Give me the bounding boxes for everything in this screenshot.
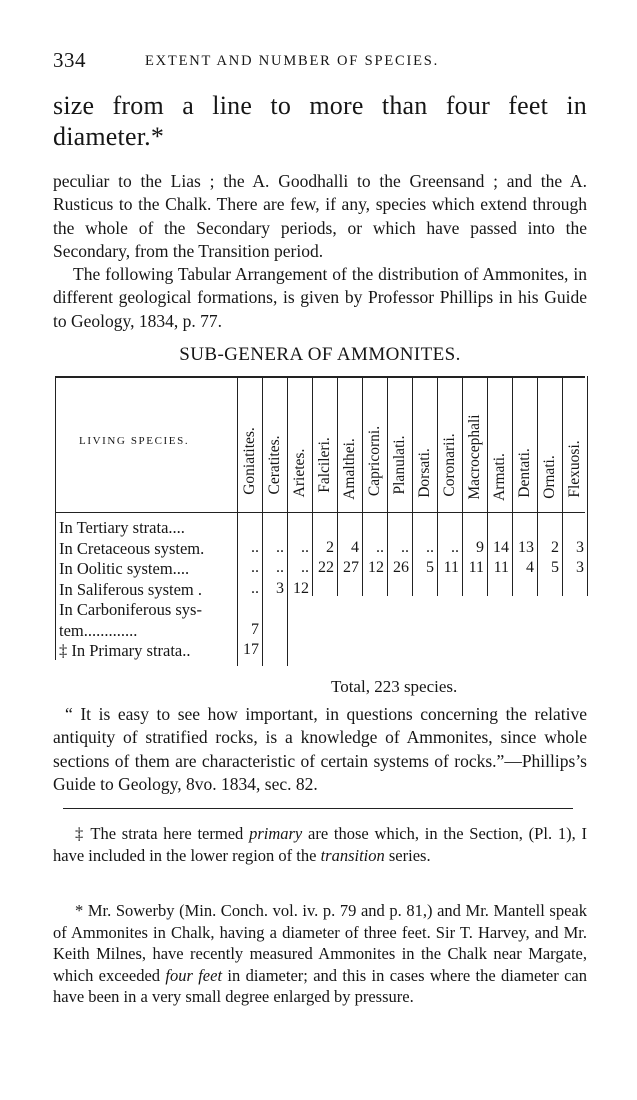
table-cell: 3: [576, 538, 584, 556]
column-header: Falcileri.: [315, 437, 333, 493]
column-header: Armati.: [490, 452, 508, 501]
column-header: Dentati.: [515, 448, 533, 498]
row-label: In Tertiary strata....: [59, 518, 185, 537]
table-cell: ..: [376, 538, 384, 556]
row-label: In Cretaceous system.: [59, 538, 205, 558]
table-cell: 5: [426, 559, 434, 576]
table-cell: ..: [276, 538, 284, 556]
row-label: tem.............: [59, 620, 138, 640]
column-header: Goniatites.: [240, 427, 258, 495]
table-cell: ..: [426, 538, 434, 556]
table-top-rule: [55, 376, 585, 378]
paragraph-1: peculiar to the Lias ; the A. Goodhalli to the Greensand ; and the A. Rusticus to the Chalk. There are few, if any, species which extend through the whole of the Secondary periods, or which have passed into the Secondary, from the Transition period.: [53, 171, 587, 262]
table-cell: 4: [351, 538, 359, 556]
column-header: Amalthei.: [340, 438, 358, 500]
table-title: SUB-GENERA OF AMMONITES.: [179, 344, 461, 365]
column-header: Flexuosi.: [565, 440, 583, 498]
table-cell: 11: [493, 559, 509, 576]
table-cell: 22: [318, 559, 334, 576]
page-number: 334: [53, 48, 86, 72]
running-head: [53, 48, 587, 74]
table-left-border: [55, 376, 56, 660]
table-cell: 5: [551, 559, 559, 576]
column-header: Ceratites.: [265, 435, 283, 495]
table-cell: ..: [451, 538, 459, 556]
table-cell: 3: [576, 559, 584, 576]
footnote-rule: [63, 808, 573, 809]
column-header: Capricorni.: [365, 426, 383, 497]
table-cell: ..: [251, 579, 259, 597]
table-column-separator: [262, 376, 263, 666]
table-cell: 7: [251, 620, 259, 638]
corner-label: LIVING SPECIES.: [79, 435, 190, 447]
row-label: In Saliferous system .: [59, 579, 202, 599]
table-cell: ..: [301, 559, 309, 576]
table-cell: 2: [551, 538, 559, 556]
table-cell: 9: [476, 538, 484, 556]
row-label: In Oolitic system....: [59, 559, 190, 578]
lead-text: size from a line to more than four feet in diameter.*: [53, 91, 587, 151]
table-cell: 11: [443, 559, 459, 576]
running-title: EXTENT AND NUMBER OF SPECIES.: [145, 53, 440, 69]
table-cell: 27: [343, 559, 359, 576]
table-cell: 12: [293, 579, 309, 597]
quotation: “ It is easy to see how important, in questions concerning the relative antiquity of stratified rocks, is a knowledge of Ammonites, since whole sections of them are characteristic of certain systems of rocks.”—Phillips’s Guide to Geology, 8vo. 1834, sec. 82.: [53, 704, 587, 795]
table-cell: 14: [493, 538, 509, 556]
row-label: ‡ In Primary strata..: [59, 641, 191, 660]
table-cell: ..: [251, 538, 259, 556]
footnote-sowerby: * Mr. Sowerby (Min. Conch. vol. iv. p. 79 and p. 81,) and Mr. Mantell speak of Ammonites in Chalk, having a diameter of three feet. Sir T. Harvey, and Mr. Keith Milnes, have recently measured Ammonites in the Chalk near Margate, which exceeded four feet in diameter; and this in cases where the diameter can have been in a very small degree enlarged by pressure.: [53, 901, 587, 1006]
table-cell: ..: [276, 559, 284, 576]
column-header: Macrocephali: [465, 414, 483, 500]
table-cell: 17: [243, 641, 259, 658]
table-cell: 4: [526, 559, 534, 576]
row-label: In Carboniferous sys-: [59, 600, 202, 619]
table-cell: 13: [518, 538, 534, 556]
column-header: Planulati.: [390, 435, 408, 495]
footnote-primary: ‡ The strata here termed primary are those which, in the Section, (Pl. 1), I have included in the lower region of the transition series.: [53, 824, 587, 865]
ammonites-table: [53, 376, 587, 668]
table-cell: 11: [468, 559, 484, 576]
table-cell: 2: [326, 538, 334, 556]
column-header: Arietes.: [290, 448, 308, 498]
column-header: Coronarii.: [440, 433, 458, 497]
table-column-separator: [587, 376, 588, 596]
table-cell: 3: [276, 579, 284, 597]
column-header: Ornati.: [540, 454, 558, 499]
table-cell: ..: [301, 538, 309, 556]
paragraph-2: The following Tabular Arrangement of the distribution of Ammonites, in different geological formations, is given by Professor Phillips in his Guide to Geology, 1834, p. 77.: [53, 264, 587, 331]
table-header-rule: [55, 512, 585, 513]
table-cell: 26: [393, 559, 409, 576]
table-cell: 12: [368, 559, 384, 576]
table-cell: ..: [401, 538, 409, 556]
table-column-separator: [287, 376, 288, 666]
table-cell: ..: [251, 559, 259, 576]
column-header: Dorsati.: [415, 448, 433, 498]
table-total: Total, 223 species.: [331, 677, 458, 696]
